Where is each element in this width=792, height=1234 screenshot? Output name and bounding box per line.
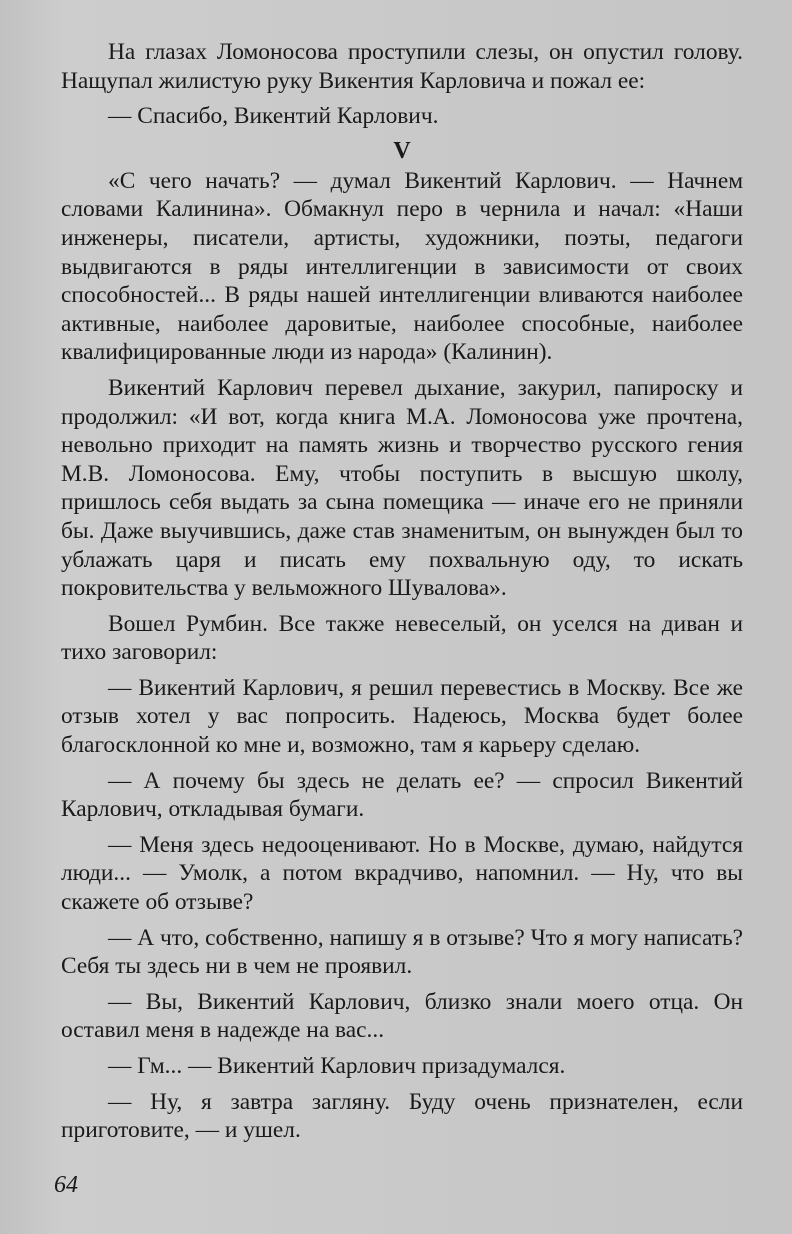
paragraph: — А что, собственно, напишу я в отзыве? Что я могу написать? Себя ты здесь ни в чем не проявил. [61,924,743,980]
body-text [61,38,743,1145]
paragraph: На глазах Ломоносова проступили слезы, он опустил голову. Нащупал жилистую руку Викентия Карловича и пожал ее: [61,39,743,94]
paragraph: — Вы, Викентий Карлович, близко знали моего отца. Он оставил меня в надежде на вас... [61,988,743,1044]
paragraph: — А почему бы здесь не делать ее? — спросил Викентий Карлович, откладывая бумаги. [61,767,743,823]
chapter-heading: V [393,137,411,164]
paragraph: — Ну, я завтра загляну. Буду очень признателен, если приготовите, — и ушел. [61,1088,743,1144]
page-number: 64 [54,1172,78,1198]
paragraph: — Спасибо, Викентий Карлович. [108,103,439,130]
paragraph: Викентий Карлович перевел дыхание, закурил, папироску и продолжил: «И вот, когда книга М.А. Ломоносова уже прочтена, невольно приходит на память жизнь и творчество русского гения М.В. Ломоносова. Ему, чтобы поступить в высшую школу, пришлось себя выдать за сына помещика — иначе его не приняли бы. Даже выучившись, даже став знаменитым, он вынужден был то ублажать царя и писать ему похвальную оду, то искать покровительства у вельможного Шувалова». [61,374,743,602]
paragraph: Вошел Румбин. Все также невеселый, он уселся на диван и тихо заговорил: [61,610,743,666]
paragraph: «С чего начать? — думал Викентий Карлович. — Начнем словами Калинина». Обмакнул перо в чернила и начал: «Наши инженеры, писатели, артисты, художники, поэты, педагоги выдвигаются в ряды интеллигенции в зависимости от своих способностей... В ряды нашей интеллигенции вливаются наиболее активные, наиболее даровитые, наиболее способные, наиболее квалифицированные люди из народа» (Калинин). [61,167,743,366]
paragraph: — Меня здесь недооценивают. Но в Москве, думаю, найдутся люди... — Умолк, а потом вкрадчиво, напомнил. — Ну, что вы скажете об отзыве? [61,831,743,916]
paragraph: — Гм... — Викентий Карлович призадумался. [108,1053,566,1079]
paragraph: — Викентий Карлович, я решил перевестись в Москву. Все же отзыв хотел у вас попросить. Надеюсь, Москва будет более благосклонной ко мне и, возможно, там я карьеру сделаю. [61,674,743,759]
